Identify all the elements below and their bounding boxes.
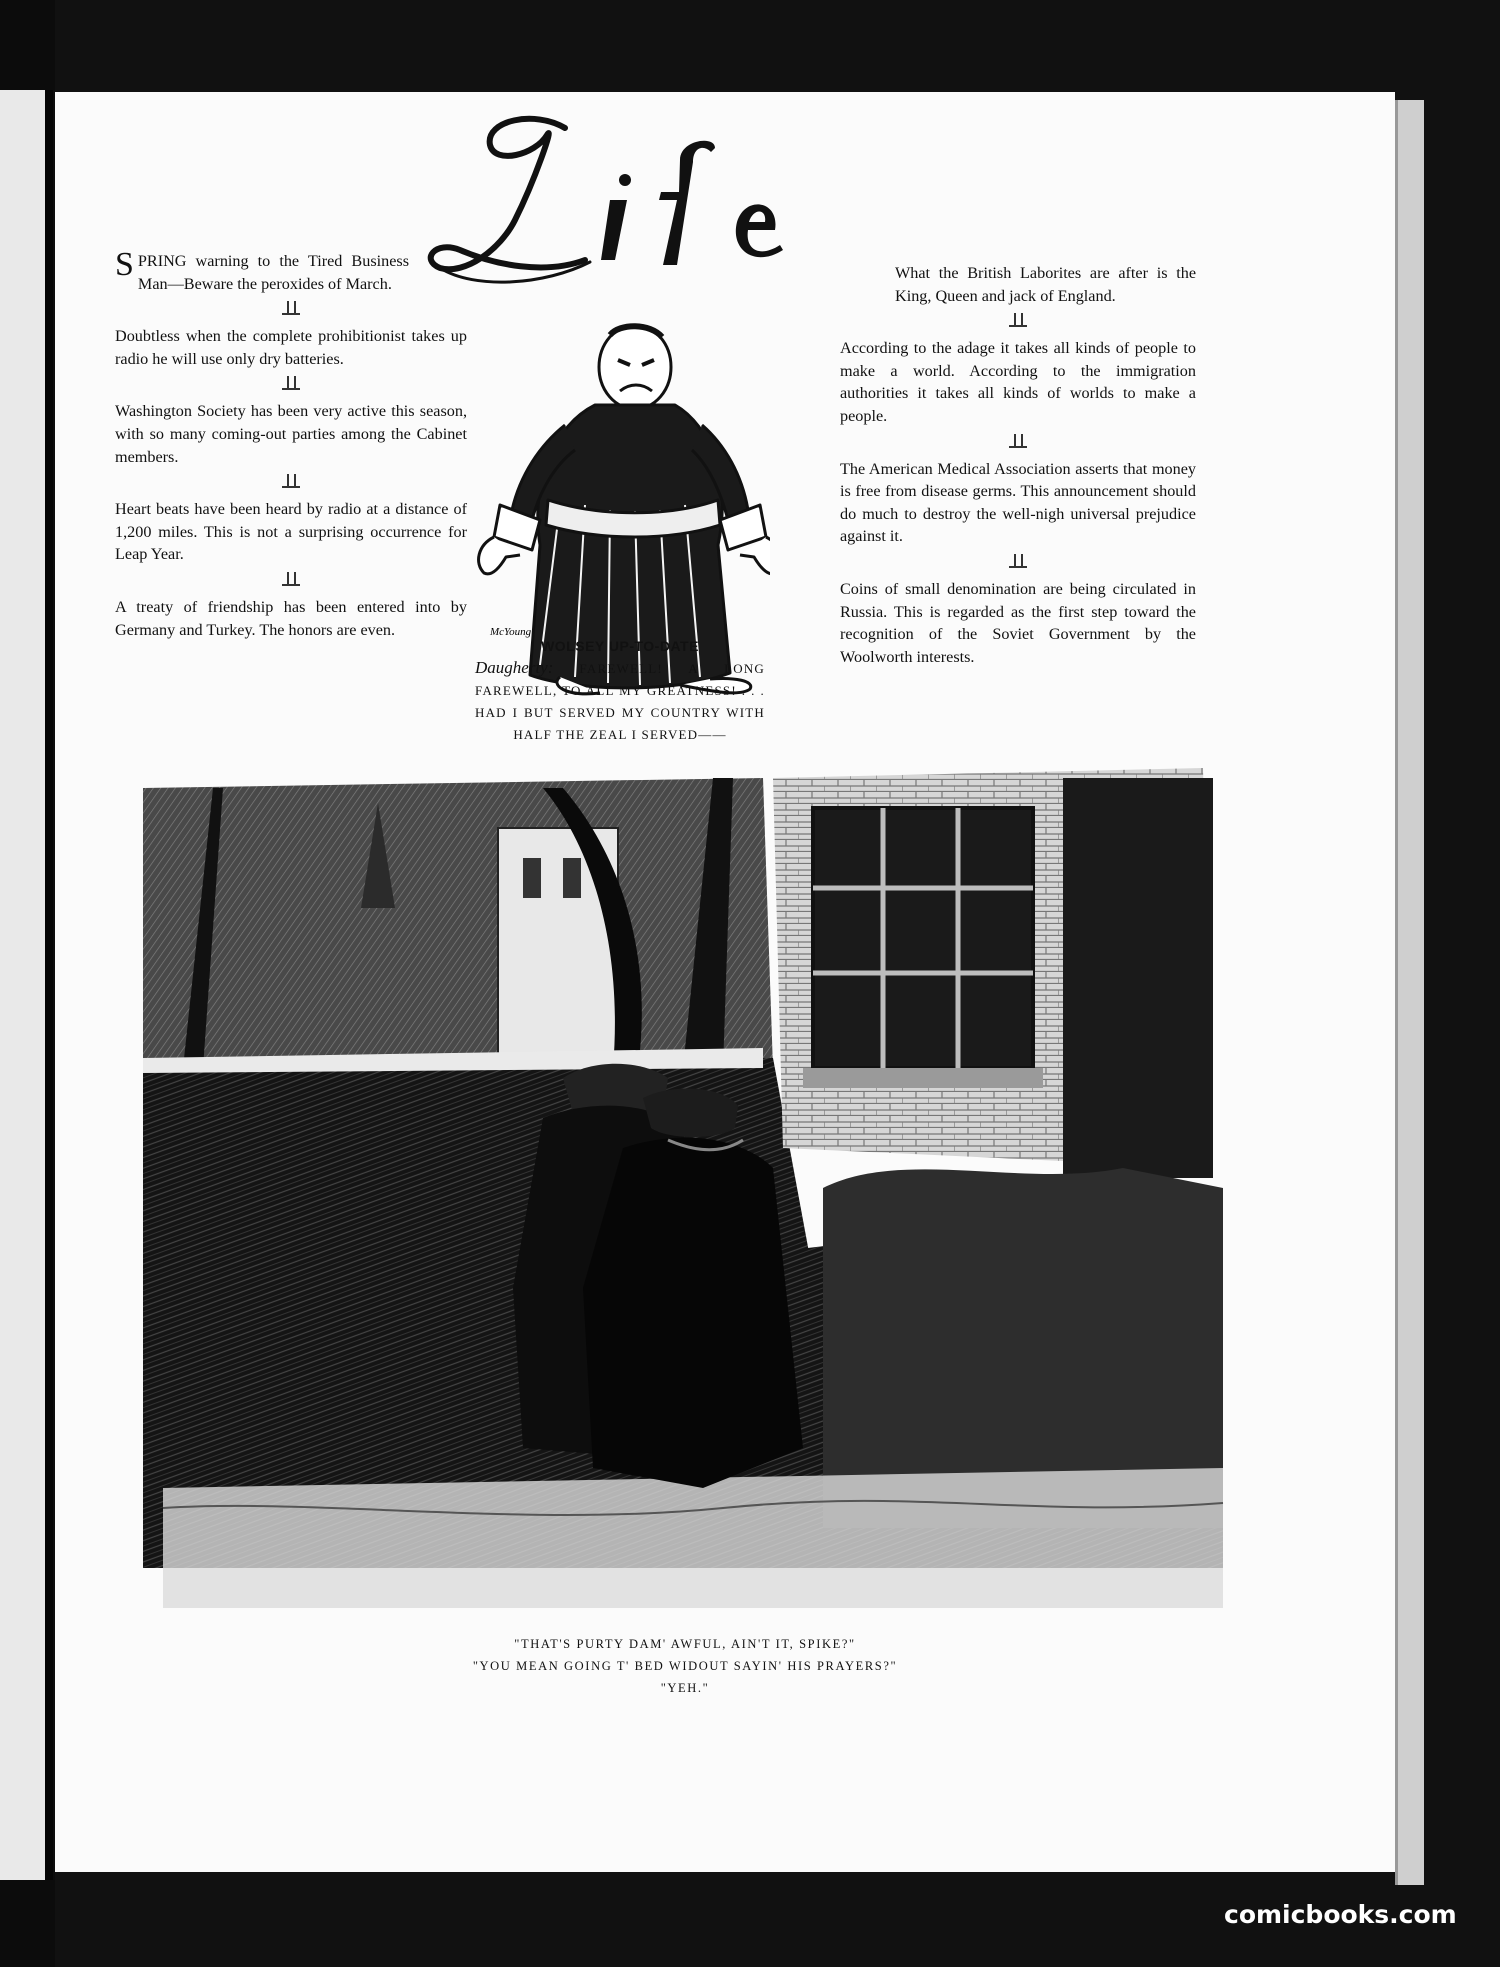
separator-ornament <box>279 374 303 394</box>
paragraph-text: Heart beats have been heard by radio at a distance of 1,200 miles. This is not a surprising occurrence for Leap Year. <box>115 500 467 564</box>
separator-ornament <box>279 299 303 319</box>
paragraph-text: Coins of small denomination are being circulated in Russia. This is regarded as the first step toward the recognition of the Soviet Government by the Woolworth interests. <box>840 579 1196 666</box>
paragraph-text: A treaty of friendship has been entered into by Germany and Turkey. The honors are even. <box>115 597 467 639</box>
paragraph-text: Doubtless when the complete prohibitionist takes up radio he will use only dry batteries. <box>115 327 467 368</box>
separator-ornament <box>1006 552 1030 572</box>
night-scene-illustration <box>123 768 1243 1626</box>
speaker-name: Daugherty: <box>475 658 554 677</box>
separator-ornament <box>279 570 303 590</box>
caption-line: "YEH." <box>660 1681 710 1695</box>
paragraph-text: The American Medical Association asserts that money is free from disease germs. This announcement should do much to destroy the well-nigh universal prejudice against it. <box>840 459 1196 546</box>
caption-line: "THAT'S PURTY DAM' AWFUL, AIN'T IT, SPIKE?" <box>514 1637 856 1651</box>
right-column <box>840 262 1196 672</box>
paragraph-text: According to the adage it takes all kinds of people to make a world. According to the immigration authorities it takes all kinds of worlds to make a people. <box>840 339 1196 425</box>
separator-ornament <box>279 472 303 492</box>
wolsey-caption <box>475 635 765 746</box>
caption-line: "YOU MEAN GOING T' BED WIDOUT SAYIN' HIS PRAYERS?" <box>472 1659 898 1673</box>
bottom-caption <box>325 1633 1045 1699</box>
cartoon-quote <box>475 657 765 746</box>
site-watermark: comicbooks.com <box>1224 1900 1457 1929</box>
separator-ornament <box>1006 311 1030 331</box>
artist-signature: McYoung <box>490 626 532 638</box>
paragraph-text: PRING warning to the Tired Business Man—Beware the peroxides of March. <box>137 252 409 293</box>
paragraph-item <box>115 246 467 295</box>
facing-page-edge <box>0 90 53 1880</box>
night-scene-drawing <box>123 768 1243 1626</box>
left-column <box>115 246 467 645</box>
cartoon-title: WOLSEY UP-TO-DATE <box>541 638 699 654</box>
separator-ornament <box>1006 432 1030 452</box>
dropcap: S <box>115 246 134 283</box>
paragraph-text: Washington Society has been very active this season, with so many coming-out parties among the Cabinet members. <box>115 402 467 466</box>
quote-text: FAREWELL! A LONG FAREWELL, TO ALL MY GREATNESS! . . . HAD I BUT SERVED MY COUNTRY WITH HALF THE ZEAL I SERVED—— <box>475 661 765 742</box>
page-stack-edge <box>1395 100 1424 1885</box>
paragraph-text: What the British Laborites are after is the King, Queen and jack of England. <box>895 264 1196 305</box>
